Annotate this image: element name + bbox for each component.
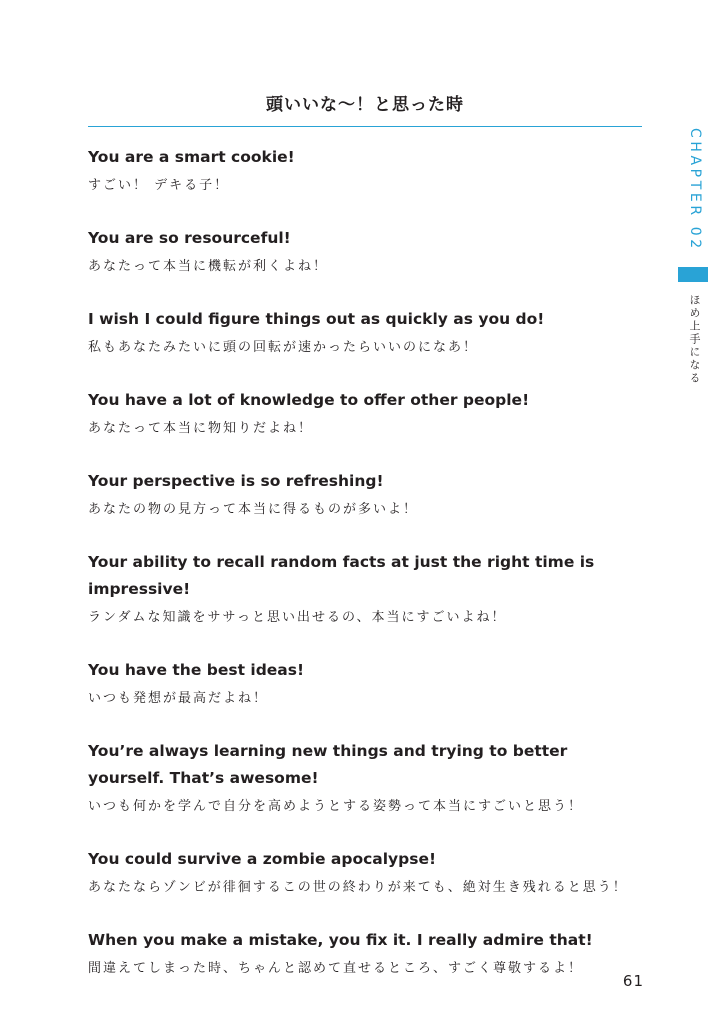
phrase-entry	[88, 927, 644, 979]
page-title: 頭いいな〜！と思った時	[266, 95, 464, 115]
english-phrase: You have the best ideas!	[88, 661, 305, 679]
japanese-translation: 間違えてしまった時、ちゃんと認めて直せるところ、すごく尊敬するよ！	[88, 961, 584, 976]
phrase-entry	[88, 738, 644, 817]
english-phrase: You could survive a zombie apocalypse!	[88, 850, 437, 868]
english-phrase: Your perspective is so refreshing!	[88, 472, 384, 490]
english-phrase: You are a smart cookie!	[88, 148, 295, 166]
title-divider	[88, 126, 642, 127]
chapter-subtitle: ほめ上手になる	[688, 294, 701, 385]
english-phrase: I wish I could figure things out as quickly as you do!	[88, 310, 545, 328]
phrase-entry	[88, 225, 644, 277]
phrase-entry	[88, 549, 644, 628]
japanese-translation: ランダムな知識をササっと思い出せるの、本当にすごいよね！	[88, 610, 507, 625]
page-number: 61	[622, 972, 644, 990]
chapter-marker-bar	[678, 267, 708, 282]
japanese-translation: すごい！ デキる子！	[88, 178, 230, 193]
english-phrase: You have a lot of knowledge to offer other people!	[88, 391, 530, 409]
phrase-entry	[88, 306, 644, 358]
japanese-translation: いつも何かを学んで自分を高めようとする姿勢って本当にすごいと思う！	[88, 799, 584, 814]
phrase-entry	[88, 144, 644, 196]
english-phrase: When you make a mistake, you fix it. I really admire that!	[88, 931, 593, 949]
english-phrase: You’re always learning new things and trying to better yourself. That’s awesome!	[88, 742, 568, 787]
english-phrase: Your ability to recall random facts at just the right time is impressive!	[88, 553, 595, 598]
japanese-translation: あなたって本当に物知りだよね！	[88, 421, 314, 436]
phrase-entry	[88, 657, 644, 709]
english-phrase: You are so resourceful!	[88, 229, 291, 247]
japanese-translation: いつも発想が最高だよね！	[88, 691, 269, 706]
japanese-translation: あなたって本当に機転が利くよね！	[88, 259, 329, 274]
phrase-entry	[88, 468, 644, 520]
japanese-translation: 私もあなたみたいに頭の回転が速かったらいいのになあ！	[88, 340, 479, 355]
japanese-translation: あなたならゾンビが徘徊するこの世の終わりが来ても、絶対生き残れると思う！	[88, 880, 628, 895]
phrase-entry	[88, 387, 644, 439]
chapter-label: CHAPTER 02	[687, 128, 703, 252]
japanese-translation: あなたの物の見方って本当に得るものが多いよ！	[88, 502, 419, 517]
phrase-list	[88, 144, 644, 1008]
phrase-entry	[88, 846, 644, 898]
